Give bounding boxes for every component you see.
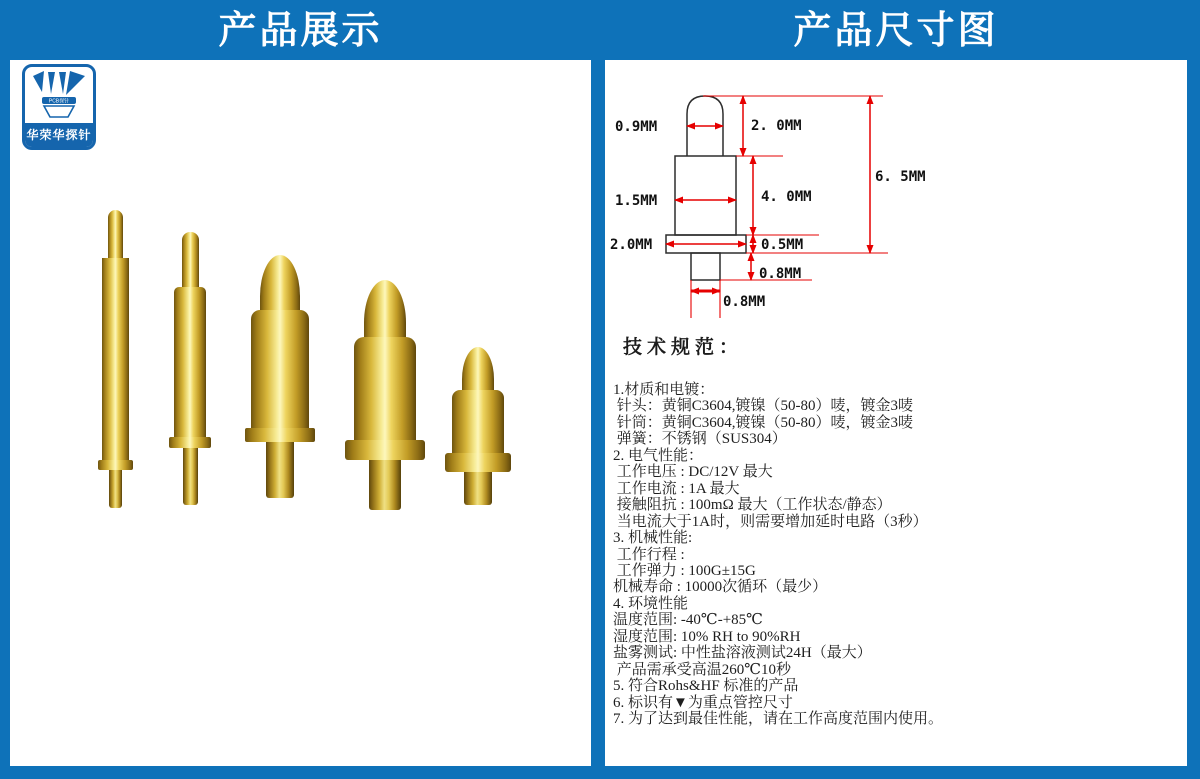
pin-flange (169, 437, 211, 448)
specs-title: 技术规范： (623, 337, 744, 358)
specs-list (613, 382, 1179, 728)
pin-outline (666, 96, 746, 280)
spec-line: 当电流大于1A时，则需要增加延时电路（3秒） (613, 513, 928, 530)
pin-flange (98, 460, 133, 470)
pogo-pin-1 (98, 210, 133, 508)
crown-icon (25, 67, 93, 123)
spec-line: 针头：黄铜C3604,镀镍（50-80）唛，镀金3唛 (613, 398, 914, 415)
logo-company-name: 华荣华探针 (25, 123, 93, 147)
spec-line: 5. 符合Rohs&HF 标准的产品 (613, 678, 799, 695)
pin-tail (369, 460, 401, 510)
pogo-pin-4 (345, 280, 425, 510)
spec-line: 6. 标识有▼为重点管控尺寸 (613, 694, 793, 711)
spec-line: 湿度范围: 10% RH to 90%RH (613, 628, 801, 645)
spec-line: 机械寿命 : 10000次循环（最少） (613, 579, 828, 596)
pogo-pin-2 (169, 232, 211, 505)
pogo-pin-3 (245, 255, 315, 498)
spec-line: 盐雾测试: 中性盐溶液测试24H（最大） (613, 645, 872, 662)
spec-line: 弹簧：不锈钢（SUS304） (613, 431, 787, 448)
spec-line: 工作电流 : 1A 最大 (613, 480, 740, 497)
dim-label-tip-width: 0.9MM (615, 119, 658, 135)
pogo-pin-5 (445, 347, 511, 505)
spec-line: 工作电压 : DC/12V 最大 (613, 464, 773, 481)
pin-plunger (182, 232, 199, 287)
dimension-panel (605, 60, 1187, 766)
dim-label-total-height: 6. 5MM (875, 169, 926, 185)
left-panel-title: 产品展示 (218, 10, 383, 52)
dim-label-tip-height: 2. 0MM (751, 118, 802, 134)
spec-line: 工作弹力 : 100G±15G (613, 562, 756, 579)
pin-plunger (462, 347, 494, 390)
pin-flange (345, 440, 425, 460)
pin-plunger (108, 210, 123, 258)
pin-barrel (174, 287, 206, 437)
pin-tail (109, 470, 122, 508)
pin-plunger (364, 280, 406, 337)
pin-tail (183, 448, 198, 505)
dim-label-barrel-height: 4. 0MM (761, 189, 812, 205)
spec-line: 产品需承受高温260℃10秒 (613, 661, 792, 678)
pin-barrel (102, 258, 129, 460)
product-display-panel (10, 60, 591, 766)
spec-line: 4. 环境性能 (613, 595, 689, 612)
pin-flange (245, 428, 315, 442)
spec-line: 7. 为了达到最佳性能，请在工作高度范围内使用。 (613, 711, 944, 728)
spec-line: 针筒：黄铜C3604,镀镍（50-80）唛，镀金3唛 (613, 414, 914, 431)
pin-plunger (260, 255, 300, 310)
pin-barrel (354, 337, 416, 440)
dim-label-tail-height: 0.8MM (759, 266, 802, 282)
spec-line: 温度范围: -40℃-+85℃ (613, 612, 763, 629)
company-logo (22, 64, 96, 150)
pin-barrel (251, 310, 309, 428)
spec-line: 3. 机械性能: (613, 530, 693, 547)
spec-line: 接触阻抗 : 100mΩ 最大（工作状态/静态） (613, 497, 892, 514)
pin-tail (464, 472, 492, 505)
dimension-diagram (607, 78, 947, 323)
right-panel-title: 产品尺寸图 (793, 10, 999, 52)
pin-barrel (452, 390, 504, 453)
dim-label-tail-width: 0.8MM (723, 294, 766, 310)
spec-line: 1.材质和电镀： (613, 382, 715, 398)
spec-line: 2. 电气性能： (613, 447, 704, 464)
dim-label-barrel-width: 1.5MM (615, 193, 658, 209)
pin-flange (445, 453, 511, 472)
spec-line: 工作行程 : (613, 546, 685, 563)
pin-tail (266, 442, 294, 498)
dim-label-flange-width: 2.0MM (610, 237, 653, 253)
logo-band-text: PCB探针 (48, 98, 70, 105)
dim-label-flange-height: 0.5MM (761, 237, 804, 253)
